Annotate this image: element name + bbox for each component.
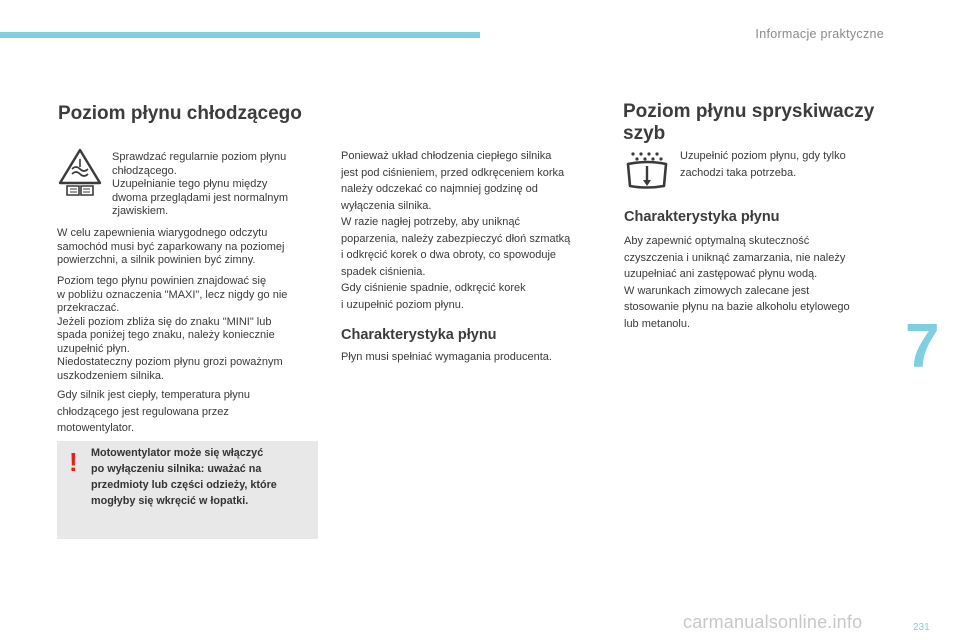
header-accent-bar xyxy=(0,32,480,38)
washer-title: Poziom płynu spryskiwaczy szyb xyxy=(623,101,875,144)
section-name: Informacje praktyczne xyxy=(755,27,884,41)
watermark: carmanualsonline.info xyxy=(683,612,863,632)
washer-fluid-spec-text: Aby zapewnić optymalną skuteczność czyszczenia i uniknąć zamarzania, nie należy uzupełniać ani zastępować płynu wodą. W warunkach zimowych zalecane jest stosowanie płynu na bazie alkoholu etylowego lub metanolu. xyxy=(624,235,850,330)
coolant-title: Poziom płynu chłodzącego xyxy=(58,103,302,124)
washer-fluid-spec-title: Charakterystyka płynu xyxy=(624,209,780,225)
page-number: 231 xyxy=(913,622,930,633)
chapter-number: 7 xyxy=(905,312,940,381)
coolant-fluid-spec-text: Płyn musi spełniać wymagania producenta. xyxy=(341,351,552,363)
coolant-para-fan: Gdy silnik jest ciepły, temperatura płynu chłodzącego jest regulowana przez motowentylator. xyxy=(57,389,250,434)
coolant-intro-text: Sprawdzać regularnie poziom płynu chłodzącego. Uzupełnianie tego płynu między dwoma przeglądami jest normalnym zjawiskiem. xyxy=(112,151,289,217)
fan-warning-box xyxy=(57,441,318,539)
washer-fluid-icon xyxy=(624,150,670,194)
coolant-para-reading: W celu zapewnienia wiarygodnego odczytu samochód musi być zaparkowany na poziomej powierzchni, a silnik powinien być zimny. xyxy=(57,227,285,266)
fan-warning-text: Motowentylator może się włączyć po wyłączeniu silnika: uważać na przedmioty lub części odzieży, które mogłyby się wkręcić w łopatki. xyxy=(91,447,277,507)
washer-intro-text: Uzupełnić poziom płynu, gdy tylko zachodzi taka potrzeba. xyxy=(680,150,846,179)
coolant-para-level: Poziom tego płynu powinien znajdować się w pobliżu oznaczenia "MAXI", lecz nigdy go nie przekraczać. Jeżeli poziom zbliża się do znaku "MINI" lub spada poniżej tego znaku, należy koniecznie uzupełnić płyn. Niedostateczny poziom płynu grozi poważnym uszkodzeniem silnika. xyxy=(57,275,288,382)
coolant-fluid-spec-title: Charakterystyka płynu xyxy=(341,327,497,343)
coolant-warning-book-icon xyxy=(57,147,103,197)
pressure-para: Ponieważ układ chłodzenia ciepłego silnika jest pod ciśnieniem, przed odkręceniem korka należy odczekać co najmniej godzinę od wyłączenia silnika. W razie nagłej potrzeby, aby uniknąć poparzenia, należy zabezpieczyć dłoń szmatką i odkręcić korek o dwa obroty, co spowoduje spadek ciśnienia. Gdy ciśnienie spadnie, odkręcić korek i uzupełnić poziom płynu. xyxy=(341,150,571,311)
warning-exclamation-icon: ! xyxy=(69,447,78,477)
